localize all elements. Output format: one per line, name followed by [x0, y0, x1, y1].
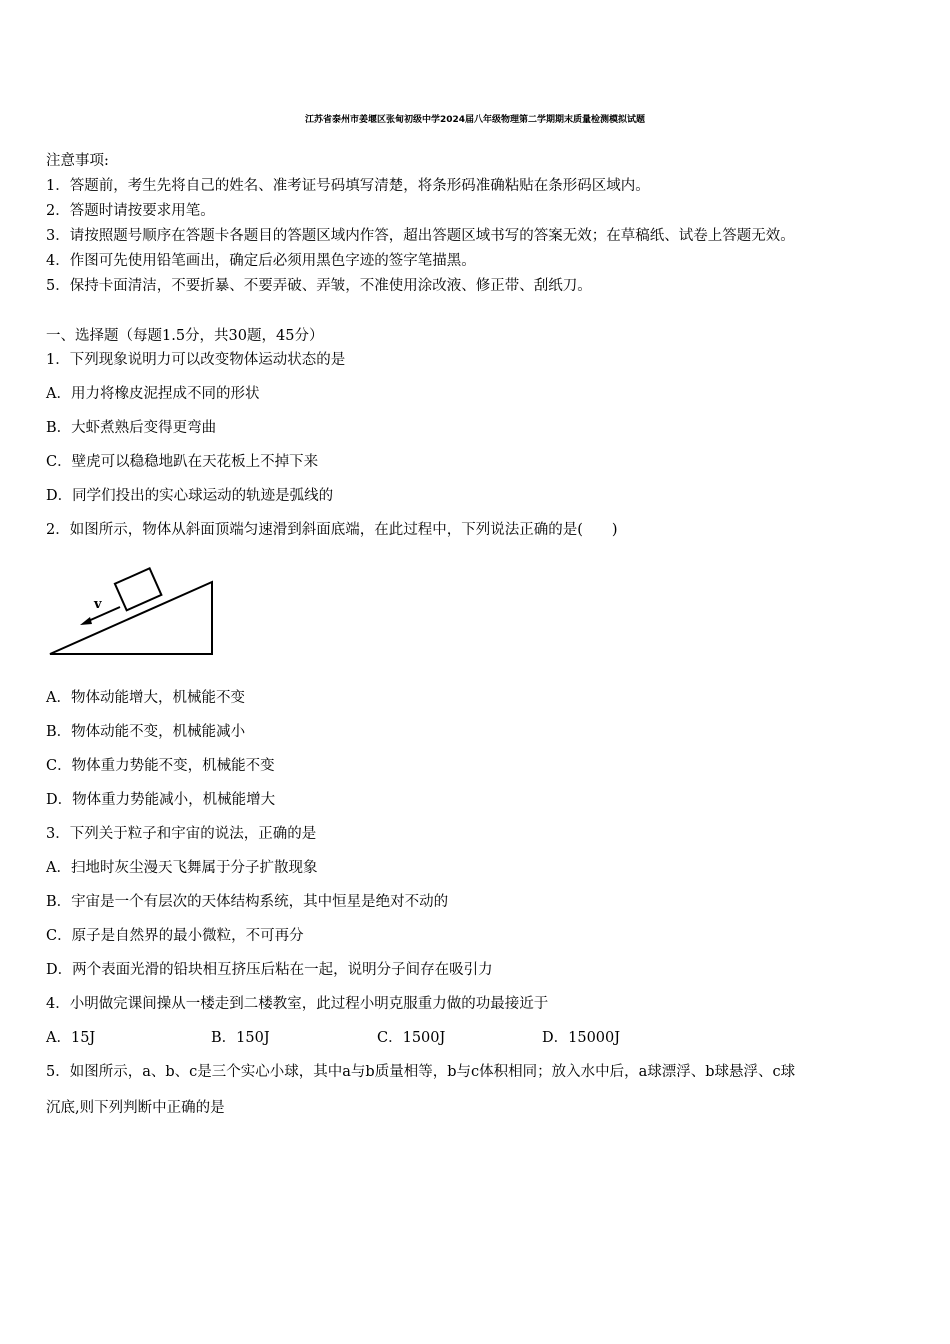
arrow-head	[80, 617, 92, 625]
question-stem: 3．下列关于粒子和宇宙的说法，正确的是	[46, 826, 317, 842]
notice-item: 1．答题前，考生先将自己的姓名、准考证号码填写清楚，将条形码准确粘贴在条形码区域内。	[46, 178, 650, 194]
answer-option: B．150J	[211, 1030, 270, 1046]
exam-title: 江苏省泰州市姜堰区张甸初级中学2024届八年级物理第二学期期末质量检测模拟试题	[304, 115, 646, 125]
answer-option: A．用力将橡皮泥捏成不同的形状	[46, 386, 260, 402]
answer-option: D．两个表面光滑的铅块相互挤压后粘在一起，说明分子间存在吸引力	[46, 962, 493, 978]
answer-option-row	[46, 1028, 646, 1048]
velocity-arrow	[86, 607, 120, 622]
answer-option: C．1500J	[377, 1030, 446, 1046]
notice-item: 4．作图可先使用铅笔画出，确定后必须用黑色字迹的签字笔描黑。	[46, 253, 476, 269]
answer-option: B．物体动能不变，机械能减小	[46, 724, 246, 740]
answer-option: A．物体动能增大，机械能不变	[46, 690, 245, 706]
notice-item: 2．答题时请按要求用笔。	[46, 203, 215, 219]
notice-item: 3．请按照题号顺序在答题卡各题目的答题区域内作答，超出答题区域书写的答案无效；在草稿纸、试卷上答题无效。	[46, 228, 795, 244]
answer-option: A．15J	[46, 1030, 96, 1046]
answer-option: C．原子是自然界的最小微粒，不可再分	[46, 928, 304, 944]
question-stem-continued: 沉底,则下列判断中正确的是	[46, 1100, 225, 1116]
notice-item: 5．保持卡面清洁，不要折暴、不要弄破、弄皱，不准使用涂改液、修正带、刮纸刀。	[46, 278, 592, 294]
answer-option: C．壁虎可以稳稳地趴在天花板上不掉下来	[46, 454, 319, 470]
answer-option: D．同学们投出的实心球运动的轨迹是弧线的	[46, 488, 334, 504]
question-stem: 1．下列现象说明力可以改变物体运动状态的是	[46, 352, 346, 368]
answer-option: B．大虾煮熟后变得更弯曲	[46, 420, 217, 436]
answer-option: D．物体重力势能减小，机械能增大	[46, 792, 276, 808]
answer-option: C．物体重力势能不变，机械能不变	[46, 758, 275, 774]
answer-option: B．宇宙是一个有层次的天体结构系统，其中恒星是绝对不动的	[46, 894, 449, 910]
notice-heading: 注意事项:	[46, 153, 109, 169]
answer-option: A．扫地时灰尘漫天飞舞属于分子扩散现象	[46, 860, 318, 876]
question-stem: 4．小明做完课间操从一楼走到二楼教室，此过程小明克服重力做的功最接近于	[46, 996, 549, 1012]
question-stem: 5．如图所示，a、b、c是三个实心小球，其中a与b质量相等，b与c体积相同；放入水中后，a球漂浮、b球悬浮、c球	[46, 1064, 796, 1080]
question-stem: 2．如图所示，物体从斜面顶端匀速滑到斜面底端，在此过程中，下列说法正确的是( )	[46, 522, 618, 538]
incline-figure	[44, 562, 219, 660]
section-heading: 一、选择题（每题1.5分，共30题，45分）	[46, 328, 324, 344]
answer-option: D．15000J	[542, 1030, 621, 1046]
sliding-block	[115, 568, 162, 610]
velocity-label: v	[94, 597, 102, 612]
